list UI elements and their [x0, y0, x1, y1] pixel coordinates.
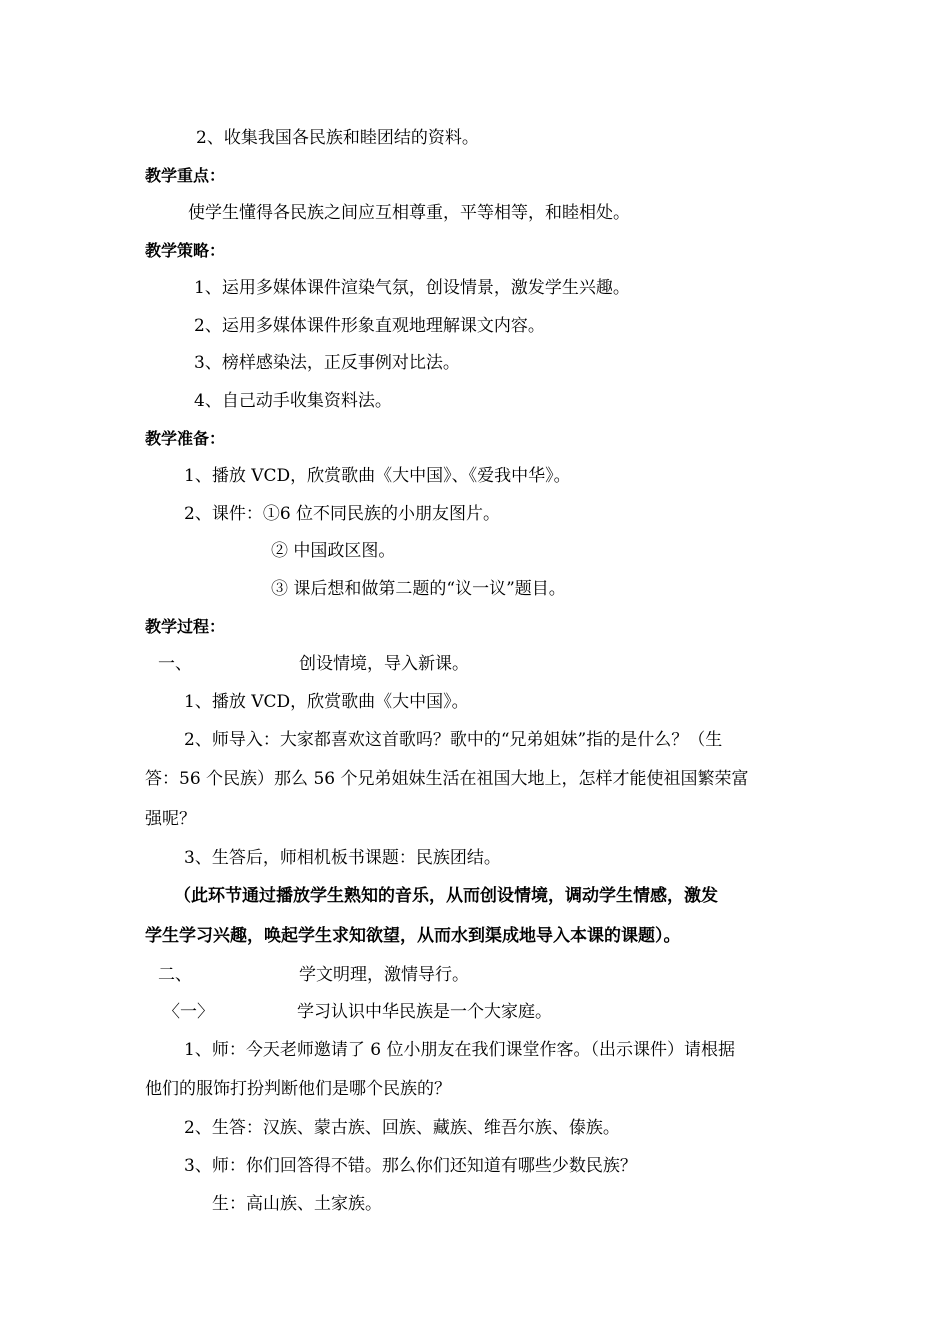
strategy-heading: 教学策略：	[145, 241, 226, 260]
section-2-number: 二、	[158, 965, 192, 985]
prepare-item-4: ③ 课后想和做第二题的“议一议”题目。	[271, 579, 566, 599]
section-1-item-3: 3、生答后，师相机板书课题：民族团结。	[184, 848, 501, 868]
process-heading: 教学过程：	[145, 617, 226, 636]
section-1-number: 一、	[158, 654, 192, 674]
section-1-item-2-line-1: 2、师导入：大家都喜欢这首歌吗？歌中的“兄弟姐妹”指的是什么？（生	[184, 730, 723, 750]
prepare-item-2: 2、课件：①6 位不同民族的小朋友图片。	[184, 504, 501, 524]
section-1-note-line-1: （此环节通过播放学生熟知的音乐，从而创设情境，调动学生情感，激发	[174, 886, 718, 906]
prepare-item-3: ② 中国政区图。	[271, 541, 396, 561]
subsection-1-item-2: 2、生答：汉族、蒙古族、回族、藏族、维吾尔族、傣族。	[184, 1118, 620, 1138]
subsection-1-number: 〈一〉	[163, 1002, 214, 1022]
focus-text: 使学生懂得各民族之间应互相尊重，平等相等，和睦相处。	[188, 203, 630, 223]
prepare-item-1: 1、播放 VCD，欣赏歌曲《大中国》、《爱我中华》。	[184, 466, 571, 486]
strategy-item-4: 4、自己动手收集资料法。	[194, 391, 392, 411]
section-1-item-1: 1、播放 VCD，欣赏歌曲《大中国》。	[184, 692, 469, 712]
subsection-1-item-4: 生：高山族、土家族。	[212, 1194, 382, 1214]
strategy-item-2: 2、运用多媒体课件形象直观地理解课文内容。	[194, 316, 545, 336]
prep-item-2: 2、收集我国各民族和睦团结的资料。	[196, 128, 479, 148]
focus-heading: 教学重点：	[145, 166, 226, 185]
strategy-item-3: 3、榜样感染法，正反事例对比法。	[194, 353, 460, 373]
subsection-1-item-1-line-2: 他们的服饰打扮判断他们是哪个民族的？	[145, 1079, 451, 1099]
section-1-item-2-line-2: 答：56 个民族）那么 56 个兄弟姐妹生活在祖国大地上，怎样才能使祖国繁荣富	[145, 769, 749, 789]
section-1-item-2-line-3: 强呢？	[145, 809, 196, 829]
prepare-heading: 教学准备：	[145, 429, 226, 448]
section-2-title: 学文明理，激情导行。	[299, 965, 469, 985]
section-1-title: 创设情境，导入新课。	[299, 654, 469, 674]
strategy-item-1: 1、运用多媒体课件渲染气氛，创设情景，激发学生兴趣。	[194, 278, 630, 298]
subsection-1-title: 学习认识中华民族是一个大家庭。	[297, 1002, 552, 1022]
section-1-note-line-2: 学生学习兴趣，唤起学生求知欲望，从而水到渠成地导入本课的课题）。	[145, 926, 681, 946]
subsection-1-item-1-line-1: 1、师：今天老师邀请了 6 位小朋友在我们课堂作客。（出示课件）请根据	[184, 1040, 735, 1060]
subsection-1-item-3: 3、师：你们回答得不错。那么你们还知道有哪些少数民族？	[184, 1156, 637, 1176]
